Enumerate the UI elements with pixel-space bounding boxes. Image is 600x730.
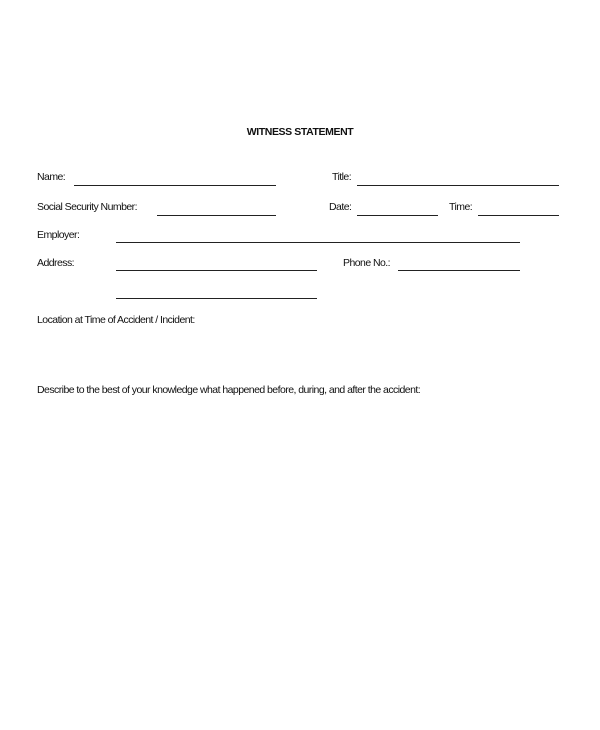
ssn-label: Social Security Number: bbox=[37, 201, 137, 213]
name-label: Name: bbox=[37, 171, 66, 183]
address-line-1[interactable] bbox=[116, 270, 317, 271]
address-label: Address: bbox=[37, 257, 75, 269]
document-title: WITNESS STATEMENT bbox=[246, 126, 354, 138]
employer-line[interactable] bbox=[116, 242, 520, 243]
title-line[interactable] bbox=[357, 185, 559, 186]
location-prompt: Location at Time of Accident / Incident: bbox=[37, 314, 195, 326]
address-line-2[interactable] bbox=[116, 298, 317, 299]
describe-prompt: Describe to the best of your knowledge what happened before, during, and after the accident: bbox=[37, 384, 421, 396]
date-line[interactable] bbox=[357, 215, 438, 216]
name-line[interactable] bbox=[74, 185, 276, 186]
phone-label: Phone No.: bbox=[343, 257, 391, 269]
employer-label: Employer: bbox=[37, 229, 80, 241]
title-label: Title: bbox=[332, 171, 352, 183]
time-line[interactable] bbox=[478, 215, 559, 216]
ssn-line[interactable] bbox=[157, 215, 276, 216]
time-label: Time: bbox=[449, 201, 473, 213]
date-label: Date: bbox=[329, 201, 352, 213]
phone-line[interactable] bbox=[398, 270, 520, 271]
